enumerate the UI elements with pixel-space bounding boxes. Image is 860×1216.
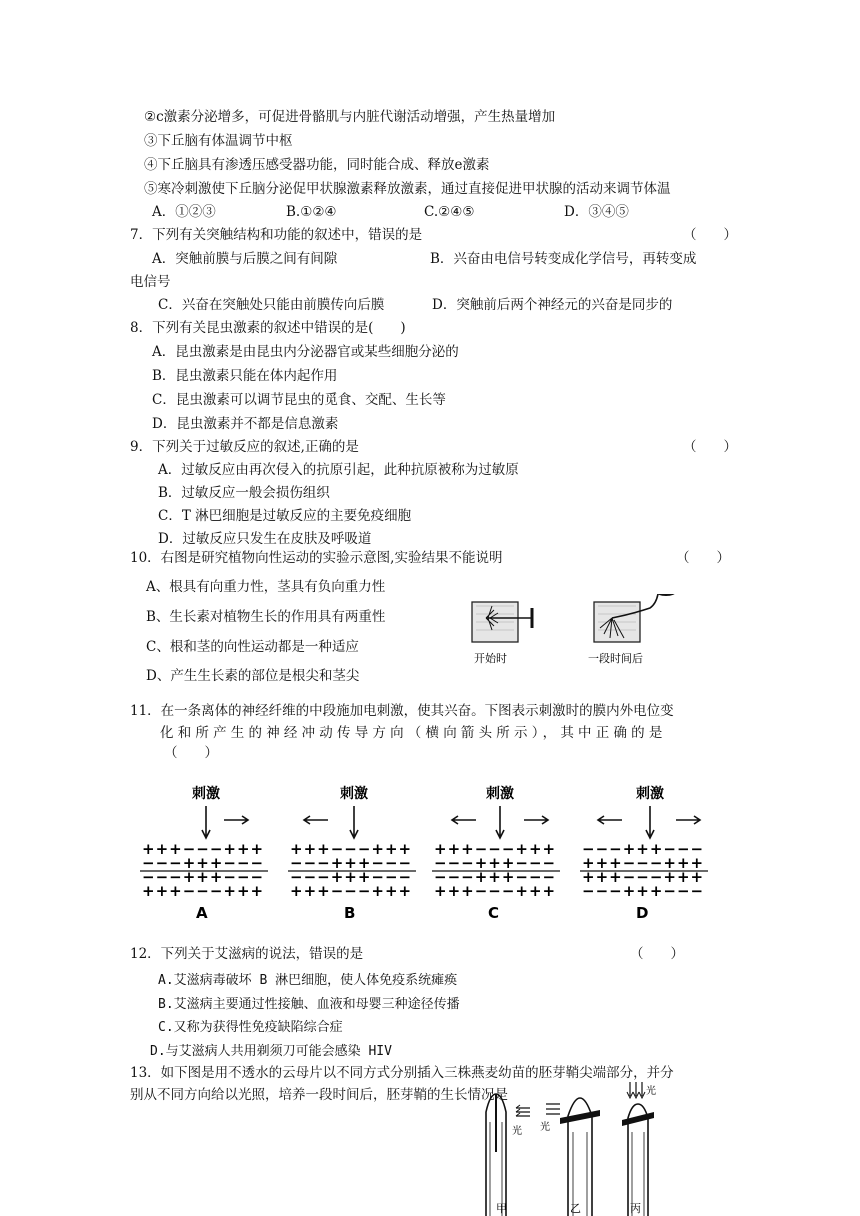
q11-stimulus-arrow xyxy=(646,806,654,838)
q9-option-d: D．过敏反应只发生在皮肤及呼吸道 xyxy=(158,531,372,547)
q11-charge-row: +++−−−+++ xyxy=(290,882,413,900)
q11-charge-row: +++−−−+++ xyxy=(142,840,265,858)
q6-option-d: D．③④⑤ xyxy=(564,204,629,220)
q11-line-1: 11．在一条离体的神经纤维的中段施加电刺激，使其兴奋。下图表示刺激时的膜内外电位变 xyxy=(130,703,674,719)
q11-charge-row: −−−+++−−− xyxy=(434,868,557,886)
q11-panel-label: C xyxy=(488,904,500,922)
q11-panel-label: D xyxy=(636,904,649,922)
q11-panel-label: A xyxy=(196,904,208,922)
q11-charge-row: +++−−−+++ xyxy=(290,840,413,858)
q7-option-b: B．兴奋由电信号转变成化学信号，再转变成 xyxy=(430,251,697,267)
q12-option-b: B.艾滋病主要通过性接触、血液和母婴三种途径传播 xyxy=(158,997,460,1012)
q11-charge-row: +++−−−+++ xyxy=(434,840,557,858)
q10-option-a: A、根具有向重力性，茎具有负向重力性 xyxy=(146,579,386,595)
q6-item-5: ⑤寒冷刺激使下丘脑分泌促甲状腺激素释放激素，通过直接促进甲状腺的活动来调节体温 xyxy=(144,181,671,197)
q8-option-d: D．昆虫激素并不都是信息激素 xyxy=(152,416,339,432)
q7-option-c: C．兴奋在突触处只能由前膜传向后膜 xyxy=(158,297,385,313)
q11-stimulus-arrow xyxy=(202,806,210,838)
q6-option-b: B.①②④ xyxy=(286,204,337,220)
q11-stimulus-label: 刺激 xyxy=(486,786,514,802)
q10-label-after: 一段时间后 xyxy=(588,652,643,665)
q8-option-a: A．昆虫激素是由昆虫内分泌器官或某些细胞分泌的 xyxy=(152,344,459,360)
q6-option-c: C.②④⑤ xyxy=(424,204,475,220)
q11-conduction-arrow xyxy=(224,816,248,824)
q13-line-2: 别从不同方向给以光照，培养一段时间后，胚芽鞘的生长情况是 xyxy=(130,1087,508,1103)
q12-stem: 12．下列关于艾滋病的说法，错误的是 xyxy=(130,946,364,962)
q10-label-start: 开始时 xyxy=(474,652,507,665)
q7-option-d: D．突触前后两个神经元的兴奋是同步的 xyxy=(432,297,673,313)
q11-charge-row: −−−+++−−− xyxy=(142,868,265,886)
q13-light-label-1: 光 xyxy=(512,1126,522,1137)
q12-answer-paren: （ ） xyxy=(630,946,684,962)
q6-item-4: ④下丘脑具有渗透压感受器功能，同时能合成、释放e激素 xyxy=(144,157,490,173)
q12-option-c: C.又称为获得性免疫缺陷综合症 xyxy=(158,1020,343,1035)
q11-charge-row: −−−+++−−− xyxy=(142,854,265,872)
q13-plant-label-3: 丙 xyxy=(630,1202,641,1215)
q11-stimulus-arrow xyxy=(496,806,504,838)
q13-coleoptile-figure xyxy=(476,1082,676,1216)
q13-plant-label-1: 甲 xyxy=(496,1202,507,1215)
q11-stimulus-label: 刺激 xyxy=(192,786,220,802)
q11-stimulus-label: 刺激 xyxy=(636,786,664,802)
q11-charge-row: −−−+++−−− xyxy=(290,854,413,872)
q11-answer-paren: （ ） xyxy=(164,745,218,761)
q11-charge-row: −−−+++−−− xyxy=(582,882,705,900)
q11-stimulus-arrow xyxy=(350,806,358,838)
q6-item-3: ③下丘脑有体温调节中枢 xyxy=(144,133,293,149)
q13-light-label-3: 光 xyxy=(646,1086,656,1097)
q7-stem: 7．下列有关突触结构和功能的叙述中，错误的是 xyxy=(130,227,423,243)
q11-nerve-potential-figure xyxy=(130,778,730,928)
q11-charge-row: +++−−−+++ xyxy=(142,882,265,900)
q11-conduction-arrow xyxy=(304,816,328,824)
q6-option-a: A．①②③ xyxy=(152,204,216,220)
q11-stimulus-label: 刺激 xyxy=(340,786,368,802)
q9-stem: 9．下列关于过敏反应的叙述,正确的是 xyxy=(130,439,359,455)
q13-plant-label-2: 乙 xyxy=(570,1202,581,1215)
q11-panel-label: B xyxy=(344,904,356,922)
q11-panel-b xyxy=(288,785,416,922)
q6-item-2: ②c激素分泌增多，可促进骨骼肌与内脏代谢活动增强，产生热量增加 xyxy=(144,109,556,125)
q11-panel-d xyxy=(580,785,708,922)
q11-panel-c xyxy=(432,785,560,922)
q11-panel-a xyxy=(140,785,268,922)
q8-option-c: C．昆虫激素可以调节昆虫的觅食、交配、生长等 xyxy=(152,392,446,408)
q10-option-b: B、生长素对植物生长的作用具有两重性 xyxy=(146,609,386,625)
q10-option-d: D、产生生长素的部位是根尖和茎尖 xyxy=(146,668,360,684)
q9-option-a: A．过敏反应由再次侵入的抗原引起，此种抗原被称为过敏原 xyxy=(158,462,519,478)
q11-conduction-arrow xyxy=(676,816,700,824)
q7-answer-paren: （ ） xyxy=(683,227,737,243)
q11-charge-row: +++−−−+++ xyxy=(582,854,705,872)
q11-charge-row: +++−−−+++ xyxy=(582,868,705,886)
q7-option-b-cont: 电信号 xyxy=(130,274,171,290)
q13-light-label-2: 光 xyxy=(540,1122,550,1133)
q11-conduction-arrow xyxy=(452,816,476,824)
q11-conduction-arrow xyxy=(598,816,622,824)
q11-charge-row: +++−−−+++ xyxy=(434,882,557,900)
q7-option-a: A．突触前膜与后膜之间有间隙 xyxy=(152,251,338,267)
q9-option-c: C．T 淋巴细胞是过敏反应的主要免疫细胞 xyxy=(158,508,412,524)
q9-option-b: B．过敏反应一般会损伤组织 xyxy=(158,485,330,501)
q10-answer-paren: （ ） xyxy=(676,550,730,566)
q11-charge-row: −−−+++−−− xyxy=(582,840,705,858)
q11-charge-row: −−−+++−−− xyxy=(434,854,557,872)
q10-plant-tropism-figure xyxy=(462,594,692,674)
q8-stem: 8．下列有关昆虫激素的叙述中错误的是( ) xyxy=(130,320,406,336)
q11-conduction-arrow xyxy=(524,816,548,824)
q8-option-b: B．昆虫激素只能在体内起作用 xyxy=(152,368,338,384)
q13-line-1: 13．如下图是用不透水的云母片以不同方式分别插入三株燕麦幼苗的胚芽鞘尖端部分，并分 xyxy=(130,1065,674,1081)
q10-stem: 10．右图是研究植物向性运动的实验示意图,实验结果不能说明 xyxy=(130,550,503,566)
q10-option-c: C、根和茎的向性运动都是一种适应 xyxy=(146,639,359,655)
q12-option-a: A.艾滋病毒破坏 B 淋巴细胞，使人体免疫系统瘫痪 xyxy=(158,973,458,988)
q12-option-d: D.与艾滋病人共用剃须刀可能会感染 HIV xyxy=(150,1044,392,1059)
q11-line-2: 化和所产生的神经冲动传导方向（横向箭头所示），其中正确的是 xyxy=(160,725,667,741)
q11-charge-row: −−−+++−−− xyxy=(290,868,413,886)
q9-answer-paren: （ ） xyxy=(683,439,737,455)
